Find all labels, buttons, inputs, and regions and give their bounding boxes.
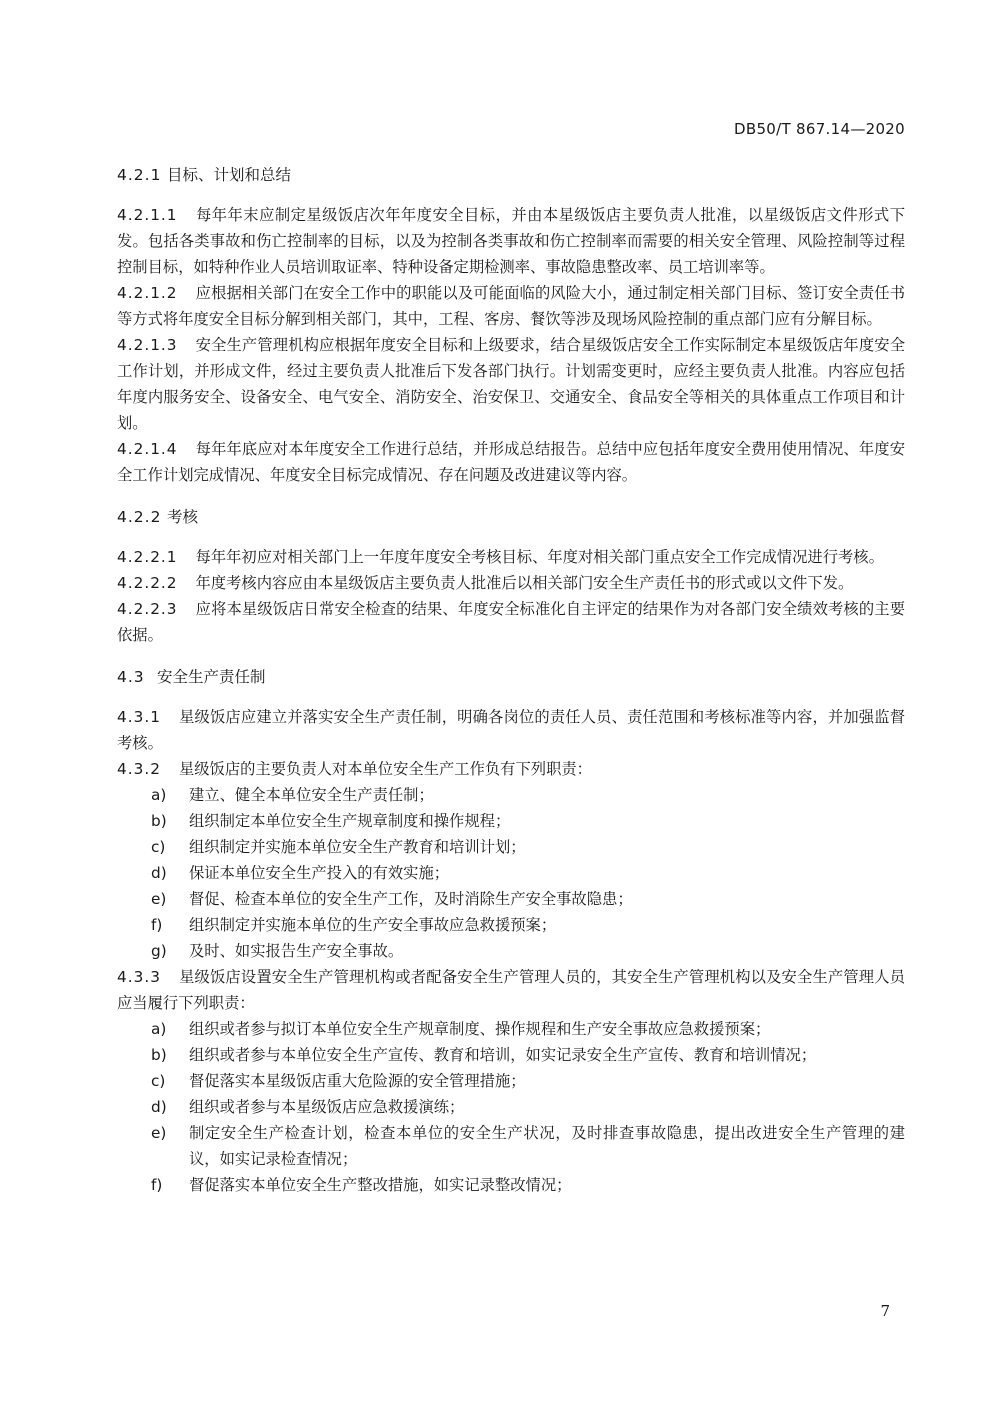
list-item bbox=[117, 782, 905, 808]
clause-number: 4.2.2.3 bbox=[117, 600, 178, 618]
clause-number: 4.2.1.4 bbox=[117, 440, 178, 458]
list-marker: f) bbox=[151, 1176, 163, 1194]
clause-text: 每年年末应制定星级饭店次年年度安全目标，并由本星级饭店主要负责人批准，以星级饭店文件形式下发。包括各类事故和伤亡控制率的目标，以及为控制各类事故和伤亡控制率而需要的相关安全管理、风险控制等过程控制目标，如特种作业人员培训取证率、特种设备定期检测率、事故隐患整改率、员工培训率等。 bbox=[117, 206, 905, 276]
list-marker: d) bbox=[151, 864, 167, 882]
list-marker: a) bbox=[151, 786, 167, 804]
clause-4-2-1-4 bbox=[117, 436, 905, 488]
clause-text: 应根据相关部门在安全工作中的职能以及可能面临的风险大小，通过制定相关部门目标、签订安全责任书等方式将年度安全目标分解到相关部门，其中，工程、客房、餐饮等涉及现场风险控制的重点部门应有分解目标。 bbox=[117, 284, 905, 328]
list-item-text: 督促、检查本单位的安全生产工作，及时消除生产安全事故隐患； bbox=[189, 890, 633, 908]
section-title: 目标、计划和总结 bbox=[167, 166, 292, 184]
list-item-text: 组织或者参与拟订本单位安全生产规章制度、操作规程和生产安全事故应急救援预案； bbox=[189, 1020, 771, 1038]
list-item-text: 组织或者参与本星级饭店应急救援演练； bbox=[189, 1098, 465, 1116]
clause-4-2-1-3 bbox=[117, 332, 905, 436]
list-item bbox=[117, 1172, 905, 1198]
list-marker: e) bbox=[151, 890, 167, 908]
page-content bbox=[117, 162, 905, 1198]
list-item bbox=[117, 834, 905, 860]
list-item-text: 督促落实本星级饭店重大危险源的安全管理措施； bbox=[189, 1072, 526, 1090]
section-heading-4-2-2 bbox=[117, 504, 905, 530]
list-item bbox=[117, 1068, 905, 1094]
section-heading-4-2-1 bbox=[117, 162, 905, 188]
list-item bbox=[117, 860, 905, 886]
section-number: 4.2.2 bbox=[117, 508, 162, 526]
list-item bbox=[117, 886, 905, 912]
duty-list-4-3-2 bbox=[117, 782, 905, 964]
clause-text: 星级饭店的主要负责人对本单位安全生产工作负有下列职责： bbox=[178, 760, 592, 778]
section-number: 4.2.1 bbox=[117, 166, 162, 184]
list-item-text: 组织或者参与本单位安全生产宣传、教育和培训，如实记录安全生产宣传、教育和培训情况； bbox=[189, 1046, 817, 1064]
clause-text: 星级饭店设置安全生产管理机构或者配备安全生产管理人员的，其安全生产管理机构以及安全生产管理人员应当履行下列职责： bbox=[117, 968, 905, 1012]
list-item-text: 督促落实本单位安全生产整改措施，如实记录整改情况； bbox=[189, 1176, 572, 1194]
clause-4-2-1-1 bbox=[117, 202, 905, 280]
clause-number: 4.2.2.1 bbox=[117, 548, 178, 566]
list-item-text: 建立、健全本单位安全生产责任制； bbox=[189, 786, 434, 804]
list-item bbox=[117, 1016, 905, 1042]
clause-number: 4.2.1.3 bbox=[117, 336, 178, 354]
section-number: 4.3 bbox=[117, 668, 145, 686]
list-item-text: 组织制定本单位安全生产规章制度和操作规程； bbox=[189, 812, 511, 830]
clause-text: 安全生产管理机构应根据年度安全目标和上级要求，结合星级饭店安全工作实际制定本星级饭店年度安全工作计划，并形成文件，经过主要负责人批准后下发各部门执行。计划需变更时，应经主要负责人批准。内容应包括年度内服务安全、设备安全、电气安全、消防安全、治安保卫、交通安全、食品安全等相关的具体重点工作项目和计划。 bbox=[117, 336, 905, 432]
list-item-text: 组织制定并实施本单位的生产安全事故应急救援预案； bbox=[189, 916, 557, 934]
clause-text: 每年年初应对相关部门上一年度年度安全考核目标、年度对相关部门重点安全工作完成情况进行考核。 bbox=[195, 548, 884, 566]
clause-4-3-2 bbox=[117, 756, 905, 782]
list-marker: c) bbox=[151, 838, 166, 856]
section-heading-4-3 bbox=[117, 664, 905, 690]
clause-text: 星级饭店应建立并落实安全生产责任制，明确各岗位的责任人员、责任范围和考核标准等内容，并加强监督考核。 bbox=[117, 708, 905, 752]
clause-4-3-3 bbox=[117, 964, 905, 1016]
list-item bbox=[117, 1094, 905, 1120]
clause-number: 4.2.2.2 bbox=[117, 574, 178, 592]
duty-list-4-3-3 bbox=[117, 1016, 905, 1198]
clause-number: 4.3.3 bbox=[117, 968, 161, 986]
clause-text: 每年年底应对本年度安全工作进行总结，并形成总结报告。总结中应包括年度安全费用使用情况、年度安全工作计划完成情况、年度安全目标完成情况、存在问题及改进建议等内容。 bbox=[117, 440, 905, 484]
clause-4-2-2-1 bbox=[117, 544, 905, 570]
list-marker: f) bbox=[151, 916, 163, 934]
list-item bbox=[117, 808, 905, 834]
list-marker: d) bbox=[151, 1098, 167, 1116]
clause-4-2-2-2 bbox=[117, 570, 905, 596]
clause-number: 4.2.1.2 bbox=[117, 284, 178, 302]
list-item bbox=[117, 912, 905, 938]
clause-number: 4.3.1 bbox=[117, 708, 161, 726]
list-item bbox=[117, 938, 905, 964]
list-item bbox=[117, 1042, 905, 1068]
list-marker: g) bbox=[151, 942, 167, 960]
list-item-text: 及时、如实报告生产安全事故。 bbox=[189, 942, 404, 960]
clause-4-3-1 bbox=[117, 704, 905, 756]
list-marker: b) bbox=[151, 1046, 167, 1064]
clause-number: 4.2.1.1 bbox=[117, 206, 178, 224]
list-item-text: 保证本单位安全生产投入的有效实施； bbox=[189, 864, 450, 882]
list-item bbox=[117, 1120, 905, 1172]
clause-number: 4.3.2 bbox=[117, 760, 161, 778]
list-marker: c) bbox=[151, 1072, 166, 1090]
clause-text: 应将本星级饭店日常安全检查的结果、年度安全标准化自主评定的结果作为对各部门安全绩效考核的主要依据。 bbox=[117, 600, 905, 644]
list-marker: b) bbox=[151, 812, 167, 830]
list-item-text: 制定安全生产检查计划，检查本单位的安全生产状况，及时排查事故隐患，提出改进安全生产管理的建议，如实记录检查情况； bbox=[189, 1124, 905, 1168]
clause-text: 年度考核内容应由本星级饭店主要负责人批准后以相关部门安全生产责任书的形式或以文件下发。 bbox=[195, 574, 854, 592]
page-number: 7 bbox=[880, 1302, 890, 1320]
list-marker: a) bbox=[151, 1020, 167, 1038]
clause-4-2-2-3 bbox=[117, 596, 905, 648]
list-item-text: 组织制定并实施本单位安全生产教育和培训计划； bbox=[189, 838, 526, 856]
section-title: 安全生产责任制 bbox=[157, 668, 266, 686]
document-code: DB50/T 867.14—2020 bbox=[734, 120, 905, 138]
section-title: 考核 bbox=[167, 508, 199, 526]
clause-4-2-1-2 bbox=[117, 280, 905, 332]
list-marker: e) bbox=[151, 1124, 167, 1142]
